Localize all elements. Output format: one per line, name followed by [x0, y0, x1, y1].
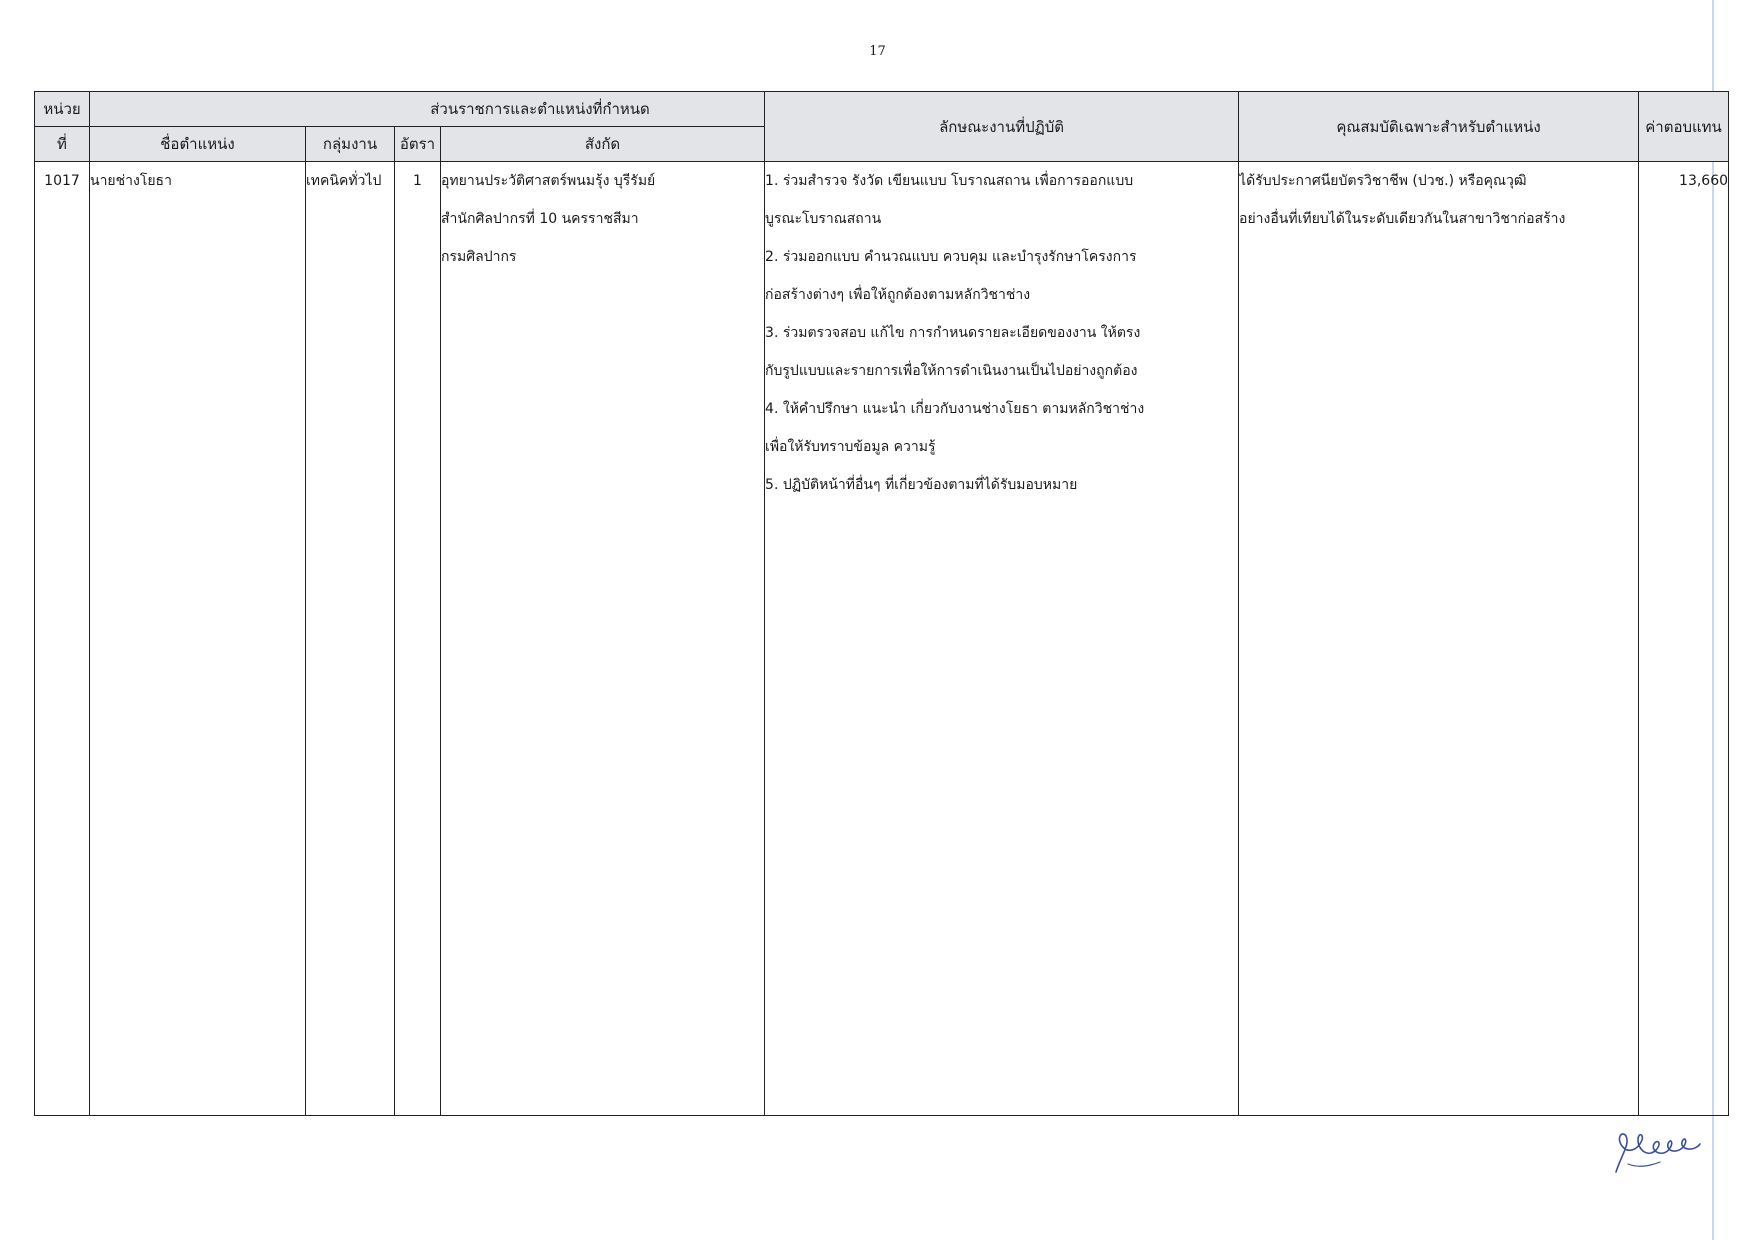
header-compensation: ค่าตอบแทน: [1639, 92, 1729, 162]
affiliation-line: อุทยานประวัติศาสตร์พนมรุ้ง บุรีรัมย์: [441, 173, 656, 189]
header-group-title: ส่วนราชการและตำแหน่งที่กำหนด: [90, 92, 765, 127]
page-number: 17: [869, 44, 886, 59]
rate: 1: [395, 162, 441, 1116]
duty-line: ก่อสร้างต่างๆ เพื่อให้ถูกต้องตามหลักวิชาช่าง: [765, 287, 1031, 303]
duty-line: 3. ร่วมตรวจสอบ แก้ไข การกำหนดรายละเอียดของงาน ให้ตรง: [765, 325, 1141, 341]
affiliation-cell: [441, 162, 765, 1116]
header-unit-bottom: ที่: [35, 127, 90, 162]
duty-line: เพื่อให้รับทราบข้อมูล ความรู้: [765, 439, 936, 455]
unit-number: 1017: [35, 162, 90, 1116]
qualification-line: ได้รับประกาศนียบัตรวิชาชีพ (ปวช.) หรือคุณวุฒิ: [1239, 173, 1527, 189]
header-rate: อัตรา: [395, 127, 441, 162]
affiliation-line: กรมศิลปากร: [441, 249, 517, 265]
header-unit-top: หน่วย: [35, 92, 90, 127]
handwritten-signature: [1608, 1124, 1718, 1184]
duty-line: 4. ให้คำปรึกษา แนะนำ เกี่ยวกับงานช่างโยธา ตามหลักวิชาช่าง: [765, 401, 1145, 417]
position-name: นายช่างโยธา: [90, 162, 306, 1116]
duty-line: กับรูปแบบและรายการเพื่อให้การดำเนินงานเป็นไปอย่างถูกต้อง: [765, 363, 1138, 379]
duty-line: 2. ร่วมออกแบบ คำนวณแบบ ควบคุม และบำรุงรักษาโครงการ: [765, 249, 1137, 265]
table-row: [35, 162, 1729, 1116]
duty-line: 5. ปฏิบัติหน้าที่อื่นๆ ที่เกี่ยวข้องตามที่ได้รับมอบหมาย: [765, 477, 1078, 493]
header-duties: ลักษณะงานที่ปฏิบัติ: [765, 92, 1239, 162]
affiliation-line: สำนักศิลปากรที่ 10 นครราชสีมา: [441, 211, 639, 227]
header-affiliation: สังกัด: [441, 127, 765, 162]
qualification-line: อย่างอื่นที่เทียบได้ในระดับเดียวกันในสาขาวิชาก่อสร้าง: [1239, 211, 1566, 227]
qualifications-cell: [1239, 162, 1639, 1116]
header-work-group: กลุ่มงาน: [306, 127, 395, 162]
duty-line: บูรณะโบราณสถาน: [765, 211, 882, 227]
position-table: [34, 91, 1729, 1116]
header-position-name: ชื่อตำแหน่ง: [90, 127, 306, 162]
duty-line: 1. ร่วมสำรวจ รังวัด เขียนแบบ โบราณสถาน เพื่อการออกแบบ: [765, 173, 1134, 189]
work-group: เทคนิคทั่วไป: [306, 162, 395, 1116]
header-qualifications: คุณสมบัติเฉพาะสำหรับตำแหน่ง: [1239, 92, 1639, 162]
duties-cell: [765, 162, 1239, 1116]
compensation-value: 13,660: [1639, 162, 1729, 1116]
